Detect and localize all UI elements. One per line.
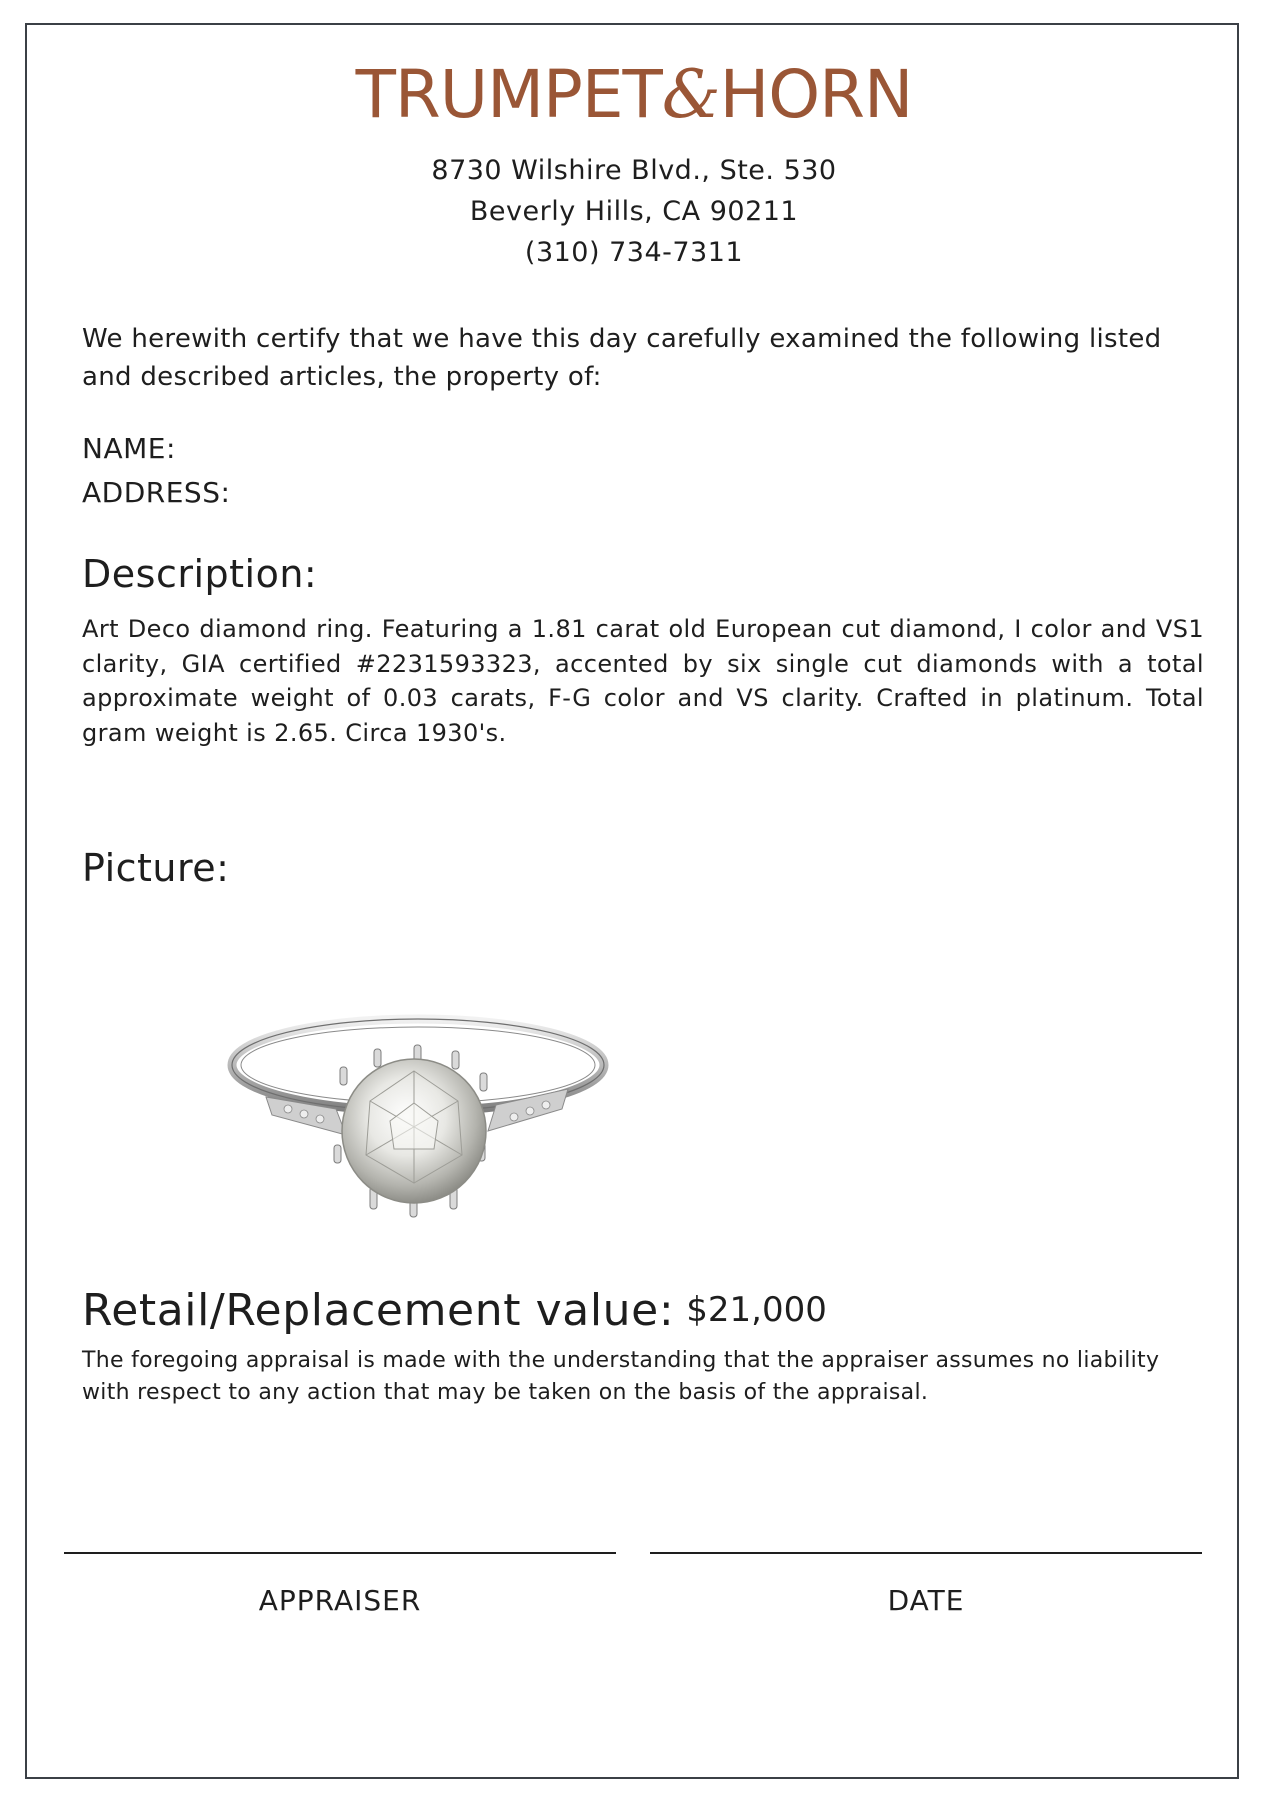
valuation: [82, 1285, 827, 1336]
logo-word-horn: HORN: [719, 56, 913, 133]
accent-diamond: [300, 1110, 308, 1118]
disclaimer-text: The foregoing appraisal is made with the understanding that the appraiser assumes no liability with respect to any action that may be taken on the basis of the appraisal.: [82, 1348, 1160, 1405]
accent-diamond: [510, 1113, 518, 1121]
picture-heading: Picture:: [82, 846, 230, 890]
accent-diamond: [526, 1107, 534, 1115]
brand-logo: [0, 55, 1268, 135]
description-heading: Description:: [82, 552, 318, 596]
description-text: Art Deco diamond ring. Featuring a 1.81 carat old European cut diamond, I color and VS1 clarity, GIA certified #2231593323, accented by six single cut diamonds with a total approximate weight of 0.03 carats, F-G color and VS clarity. Crafted in platinum. Total gram weight is 2.65. Circa 1930's.: [82, 615, 1204, 747]
address-phone: (310) 734-7311: [524, 237, 744, 268]
owner-name-label: NAME:: [82, 432, 176, 465]
certification-statement: We herewith certify that we have this day carefully examined the following listed and described articles, the property of:: [82, 324, 1162, 392]
date-signature-line: [650, 1552, 1202, 1554]
valuation-amount: $21,000: [686, 1290, 827, 1330]
accent-diamond: [542, 1101, 550, 1109]
date-label: DATE: [887, 1584, 965, 1617]
diamond-ring-photo: [226, 1005, 610, 1225]
document-border: [25, 23, 1239, 1779]
valuation-label: Retail/Replacement value:: [82, 1285, 675, 1336]
company-address: [0, 150, 1268, 273]
logo-word-trumpet: TRUMPET: [355, 56, 662, 133]
appraiser-label: APPRAISER: [258, 1584, 422, 1617]
accent-diamond: [316, 1115, 324, 1123]
logo-ampersand: &: [661, 56, 720, 133]
appraiser-signature-line: [64, 1552, 616, 1554]
address-street: 8730 Wilshire Blvd., Ste. 530: [431, 155, 837, 186]
accent-diamond: [284, 1105, 292, 1113]
owner-address-label: ADDRESS:: [82, 476, 231, 509]
address-city: Beverly Hills, CA 90211: [469, 196, 799, 227]
